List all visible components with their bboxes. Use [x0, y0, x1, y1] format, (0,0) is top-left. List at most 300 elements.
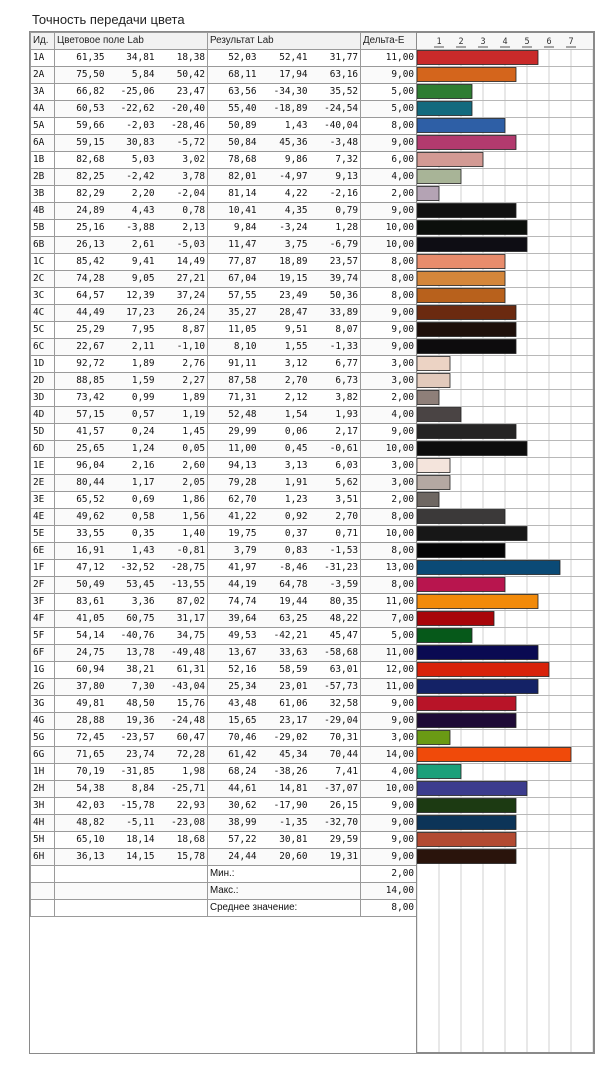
result-a: -18,89: [259, 101, 310, 118]
result-l: 63,56: [208, 84, 259, 101]
result-b: 1,28: [310, 220, 361, 237]
table-row: [31, 798, 417, 815]
field-a: 13,78: [107, 645, 157, 662]
result-l: 38,99: [208, 815, 259, 832]
delta-e-bar: [417, 731, 450, 745]
field-a: 5,84: [107, 67, 157, 84]
patch-id: 2A: [31, 67, 55, 84]
field-b: 1,86: [157, 492, 208, 509]
field-a: -15,78: [107, 798, 157, 815]
result-l: 19,75: [208, 526, 259, 543]
delta-e-bar: [417, 510, 505, 524]
field-a: -23,57: [107, 730, 157, 747]
result-a: -29,02: [259, 730, 310, 747]
delta-e-bar: [417, 680, 538, 694]
summary-value: 2,00: [361, 866, 417, 883]
header-delta-e: Дельта-E: [361, 33, 417, 50]
header-result-lab: Результат Lab: [208, 33, 361, 50]
result-l: 61,42: [208, 747, 259, 764]
result-l: 71,31: [208, 390, 259, 407]
result-a: 4,35: [259, 203, 310, 220]
delta-e-bar: [417, 697, 516, 711]
table-row: [31, 203, 417, 220]
field-l: 75,50: [55, 67, 107, 84]
table-row: [31, 305, 417, 322]
result-b: 1,93: [310, 407, 361, 424]
delta-e-value: 4,00: [361, 169, 417, 186]
summary-label: Макс.:: [208, 883, 361, 900]
patch-id: 1F: [31, 560, 55, 577]
delta-e-value: 10,00: [361, 441, 417, 458]
field-l: 16,91: [55, 543, 107, 560]
result-b: 31,77: [310, 50, 361, 67]
field-a: 0,69: [107, 492, 157, 509]
result-l: 70,46: [208, 730, 259, 747]
patch-id: 5B: [31, 220, 55, 237]
result-l: 29,99: [208, 424, 259, 441]
field-l: 54,14: [55, 628, 107, 645]
field-a: 9,05: [107, 271, 157, 288]
delta-e-value: 5,00: [361, 101, 417, 118]
result-l: 9,84: [208, 220, 259, 237]
table-row: [31, 118, 417, 135]
result-a: 23,49: [259, 288, 310, 305]
patch-id: 1E: [31, 458, 55, 475]
delta-e-bar: [417, 578, 505, 592]
patch-id: 3A: [31, 84, 55, 101]
delta-e-value: 10,00: [361, 526, 417, 543]
field-l: 24,89: [55, 203, 107, 220]
table-row: [31, 526, 417, 543]
result-a: 1,43: [259, 118, 310, 135]
table-row: [31, 50, 417, 67]
table-row: [31, 509, 417, 526]
result-l: 52,16: [208, 662, 259, 679]
result-a: 1,91: [259, 475, 310, 492]
field-a: 2,61: [107, 237, 157, 254]
delta-e-value: 8,00: [361, 543, 417, 560]
scale-tick-label: 1: [436, 37, 442, 47]
table-row: [31, 424, 417, 441]
delta-e-value: 9,00: [361, 424, 417, 441]
field-l: 57,15: [55, 407, 107, 424]
table-row: [31, 254, 417, 271]
result-l: 3,79: [208, 543, 259, 560]
result-b: -31,23: [310, 560, 361, 577]
delta-e-value: 9,00: [361, 339, 417, 356]
result-b: -24,54: [310, 101, 361, 118]
patch-id: 3E: [31, 492, 55, 509]
field-b: 15,76: [157, 696, 208, 713]
patch-id: 3F: [31, 594, 55, 611]
header-id: Ид.: [31, 33, 55, 50]
field-a: 9,41: [107, 254, 157, 271]
field-a: 14,15: [107, 849, 157, 866]
field-b: -13,55: [157, 577, 208, 594]
field-b: 1,19: [157, 407, 208, 424]
delta-e-bar: [417, 357, 450, 371]
field-b: 2,13: [157, 220, 208, 237]
patch-id: 3H: [31, 798, 55, 815]
table-row: [31, 764, 417, 781]
summary-label: Среднее значение:: [208, 900, 361, 917]
table-row: [31, 849, 417, 866]
result-b: 80,35: [310, 594, 361, 611]
result-l: 11,47: [208, 237, 259, 254]
field-l: 49,81: [55, 696, 107, 713]
result-b: -0,61: [310, 441, 361, 458]
patch-id: 4H: [31, 815, 55, 832]
delta-e-bar-chart: [416, 32, 594, 1053]
table-row: [31, 237, 417, 254]
patch-id: 1B: [31, 152, 55, 169]
delta-e-bar: [417, 629, 472, 643]
field-l: 60,94: [55, 662, 107, 679]
summary-blank: [31, 866, 55, 883]
result-a: 1,54: [259, 407, 310, 424]
delta-e-bar: [417, 221, 527, 235]
delta-e-value: 11,00: [361, 594, 417, 611]
table-row: [31, 186, 417, 203]
field-a: 19,36: [107, 713, 157, 730]
result-b: 32,58: [310, 696, 361, 713]
patch-id: 5E: [31, 526, 55, 543]
delta-e-bar: [417, 714, 516, 728]
field-a: 12,39: [107, 288, 157, 305]
summary-label: Мин.:: [208, 866, 361, 883]
delta-e-value: 4,00: [361, 764, 417, 781]
field-a: 8,84: [107, 781, 157, 798]
field-l: 96,04: [55, 458, 107, 475]
delta-e-value: 9,00: [361, 696, 417, 713]
patch-id: 4A: [31, 101, 55, 118]
table-row: [31, 577, 417, 594]
result-a: 3,75: [259, 237, 310, 254]
field-a: -31,85: [107, 764, 157, 781]
patch-id: 6H: [31, 849, 55, 866]
delta-e-bar: [417, 646, 538, 660]
field-b: 1,56: [157, 509, 208, 526]
delta-e-bar: [417, 340, 516, 354]
delta-e-value: 8,00: [361, 288, 417, 305]
field-b: 1,98: [157, 764, 208, 781]
result-a: 9,86: [259, 152, 310, 169]
delta-e-value: 8,00: [361, 509, 417, 526]
result-l: 13,67: [208, 645, 259, 662]
result-a: 20,60: [259, 849, 310, 866]
table-row: [31, 679, 417, 696]
result-a: 18,89: [259, 254, 310, 271]
patch-id: 2H: [31, 781, 55, 798]
delta-e-value: 11,00: [361, 679, 417, 696]
table-row: [31, 696, 417, 713]
result-a: 23,01: [259, 679, 310, 696]
result-l: 15,65: [208, 713, 259, 730]
field-b: 72,28: [157, 747, 208, 764]
field-l: 82,25: [55, 169, 107, 186]
table-row: [31, 441, 417, 458]
delta-e-bar: [417, 102, 472, 116]
field-l: 47,12: [55, 560, 107, 577]
result-l: 91,11: [208, 356, 259, 373]
field-b: -49,48: [157, 645, 208, 662]
field-l: 65,52: [55, 492, 107, 509]
field-l: 64,57: [55, 288, 107, 305]
table-row: [31, 67, 417, 84]
field-b: 27,21: [157, 271, 208, 288]
result-b: 6,77: [310, 356, 361, 373]
result-a: 45,36: [259, 135, 310, 152]
patch-id: 4E: [31, 509, 55, 526]
field-a: 2,11: [107, 339, 157, 356]
delta-e-value: 9,00: [361, 305, 417, 322]
result-l: 11,05: [208, 322, 259, 339]
field-l: 44,49: [55, 305, 107, 322]
field-a: 34,81: [107, 50, 157, 67]
result-a: 1,23: [259, 492, 310, 509]
delta-e-value: 14,00: [361, 747, 417, 764]
field-a: 2,16: [107, 458, 157, 475]
field-l: 59,66: [55, 118, 107, 135]
field-b: 2,05: [157, 475, 208, 492]
result-b: -1,53: [310, 543, 361, 560]
table-row: [31, 101, 417, 118]
field-b: 8,87: [157, 322, 208, 339]
table-row: [31, 492, 417, 509]
field-a: -22,62: [107, 101, 157, 118]
delta-e-value: 4,00: [361, 407, 417, 424]
result-l: 11,00: [208, 441, 259, 458]
field-b: 14,49: [157, 254, 208, 271]
result-a: 30,81: [259, 832, 310, 849]
result-b: 33,89: [310, 305, 361, 322]
field-l: 60,53: [55, 101, 107, 118]
delta-e-value: 5,00: [361, 628, 417, 645]
delta-e-bar: [417, 459, 450, 473]
field-a: 1,59: [107, 373, 157, 390]
delta-e-bar: [417, 170, 461, 184]
result-b: 5,62: [310, 475, 361, 492]
delta-e-value: 3,00: [361, 356, 417, 373]
result-l: 50,84: [208, 135, 259, 152]
result-l: 82,01: [208, 169, 259, 186]
delta-e-bar: [417, 391, 439, 405]
delta-e-bar: [417, 119, 505, 133]
delta-e-value: 9,00: [361, 322, 417, 339]
delta-e-bar: [417, 238, 527, 252]
delta-e-value: 9,00: [361, 67, 417, 84]
delta-e-value: 11,00: [361, 50, 417, 67]
result-a: 0,37: [259, 526, 310, 543]
patch-id: 5A: [31, 118, 55, 135]
delta-e-bar: [417, 374, 450, 388]
result-b: 3,51: [310, 492, 361, 509]
field-a: -5,11: [107, 815, 157, 832]
result-a: -17,90: [259, 798, 310, 815]
patch-id: 2C: [31, 271, 55, 288]
patch-id: 2B: [31, 169, 55, 186]
summary-value: 8,00: [361, 900, 417, 917]
delta-e-value: 9,00: [361, 815, 417, 832]
field-b: 18,38: [157, 50, 208, 67]
result-l: 67,04: [208, 271, 259, 288]
delta-e-value: 7,00: [361, 611, 417, 628]
field-l: 65,10: [55, 832, 107, 849]
table-row: [31, 475, 417, 492]
patch-id: 5G: [31, 730, 55, 747]
result-l: 43,48: [208, 696, 259, 713]
result-l: 35,27: [208, 305, 259, 322]
field-a: -32,52: [107, 560, 157, 577]
result-a: -3,24: [259, 220, 310, 237]
delta-e-value: 6,00: [361, 152, 417, 169]
field-b: 23,47: [157, 84, 208, 101]
field-b: -5,03: [157, 237, 208, 254]
result-b: 48,22: [310, 611, 361, 628]
field-l: 25,29: [55, 322, 107, 339]
delta-e-bar: [417, 527, 527, 541]
field-a: 17,23: [107, 305, 157, 322]
patch-id: 2G: [31, 679, 55, 696]
field-a: -25,06: [107, 84, 157, 101]
table-row: [31, 662, 417, 679]
delta-e-bar: [417, 595, 538, 609]
table-row: [31, 594, 417, 611]
patch-id: 4B: [31, 203, 55, 220]
delta-e-value: 9,00: [361, 832, 417, 849]
table-row: [31, 407, 417, 424]
result-a: 45,34: [259, 747, 310, 764]
result-a: 1,55: [259, 339, 310, 356]
table-row: [31, 135, 417, 152]
field-b: 87,02: [157, 594, 208, 611]
result-a: 9,51: [259, 322, 310, 339]
result-l: 8,10: [208, 339, 259, 356]
patch-id: 1G: [31, 662, 55, 679]
result-b: -6,79: [310, 237, 361, 254]
result-l: 52,48: [208, 407, 259, 424]
result-a: 63,25: [259, 611, 310, 628]
result-l: 52,03: [208, 50, 259, 67]
field-a: 38,21: [107, 662, 157, 679]
field-l: 66,82: [55, 84, 107, 101]
field-a: 0,58: [107, 509, 157, 526]
summary-blank: [31, 900, 55, 917]
result-a: 3,12: [259, 356, 310, 373]
delta-e-value: 3,00: [361, 475, 417, 492]
delta-e-value: 8,00: [361, 118, 417, 135]
field-a: 3,36: [107, 594, 157, 611]
field-a: 1,43: [107, 543, 157, 560]
result-b: -57,73: [310, 679, 361, 696]
result-a: -4,97: [259, 169, 310, 186]
patch-id: 4D: [31, 407, 55, 424]
result-a: 52,41: [259, 50, 310, 67]
table-row: [31, 815, 417, 832]
delta-e-bar: [417, 612, 494, 626]
field-a: -40,76: [107, 628, 157, 645]
field-a: 4,43: [107, 203, 157, 220]
delta-e-bar: [417, 272, 505, 286]
table-row: [31, 458, 417, 475]
patch-id: 3B: [31, 186, 55, 203]
field-a: 60,75: [107, 611, 157, 628]
patch-id: 4G: [31, 713, 55, 730]
result-l: 77,87: [208, 254, 259, 271]
scale-tick-label: 2: [458, 37, 464, 47]
field-l: 82,29: [55, 186, 107, 203]
page-title: Точность передачи цвета: [32, 12, 185, 27]
field-l: 70,19: [55, 764, 107, 781]
delta-e-bar: [417, 408, 461, 422]
field-l: 59,15: [55, 135, 107, 152]
field-l: 33,55: [55, 526, 107, 543]
result-b: 8,07: [310, 322, 361, 339]
table-row: [31, 645, 417, 662]
result-b: -32,70: [310, 815, 361, 832]
delta-e-value: 2,00: [361, 390, 417, 407]
delta-e-value: 3,00: [361, 373, 417, 390]
field-a: -2,03: [107, 118, 157, 135]
patch-id: 3C: [31, 288, 55, 305]
delta-e-bar: [417, 850, 516, 864]
table-row: [31, 560, 417, 577]
field-l: 61,35: [55, 50, 107, 67]
delta-e-bar: [417, 476, 450, 490]
table-row: [31, 832, 417, 849]
result-b: 70,31: [310, 730, 361, 747]
summary-value: 14,00: [361, 883, 417, 900]
result-l: 81,14: [208, 186, 259, 203]
scale-tick-label: 6: [546, 37, 552, 47]
field-l: 92,72: [55, 356, 107, 373]
result-l: 68,11: [208, 67, 259, 84]
field-l: 74,28: [55, 271, 107, 288]
field-l: 25,16: [55, 220, 107, 237]
field-l: 41,57: [55, 424, 107, 441]
delta-e-value: 9,00: [361, 713, 417, 730]
field-b: 0,05: [157, 441, 208, 458]
delta-e-bar: [417, 136, 516, 150]
result-a: 61,06: [259, 696, 310, 713]
delta-e-value: 2,00: [361, 186, 417, 203]
delta-e-value: 13,00: [361, 560, 417, 577]
result-b: 6,73: [310, 373, 361, 390]
result-a: 17,94: [259, 67, 310, 84]
field-l: 88,85: [55, 373, 107, 390]
table-row: [31, 747, 417, 764]
field-b: 37,24: [157, 288, 208, 305]
delta-e-bar: [417, 816, 516, 830]
delta-e-value: 9,00: [361, 135, 417, 152]
result-a: 0,83: [259, 543, 310, 560]
field-b: 61,31: [157, 662, 208, 679]
field-a: -3,88: [107, 220, 157, 237]
result-l: 68,24: [208, 764, 259, 781]
delta-e-bar: [417, 306, 516, 320]
result-a: 14,81: [259, 781, 310, 798]
patch-id: 6B: [31, 237, 55, 254]
result-b: 9,13: [310, 169, 361, 186]
field-b: -2,04: [157, 186, 208, 203]
result-b: 29,59: [310, 832, 361, 849]
result-b: 39,74: [310, 271, 361, 288]
delta-e-bar: [417, 782, 527, 796]
field-a: 18,14: [107, 832, 157, 849]
result-b: 70,44: [310, 747, 361, 764]
result-a: 2,12: [259, 390, 310, 407]
delta-e-value: 8,00: [361, 271, 417, 288]
